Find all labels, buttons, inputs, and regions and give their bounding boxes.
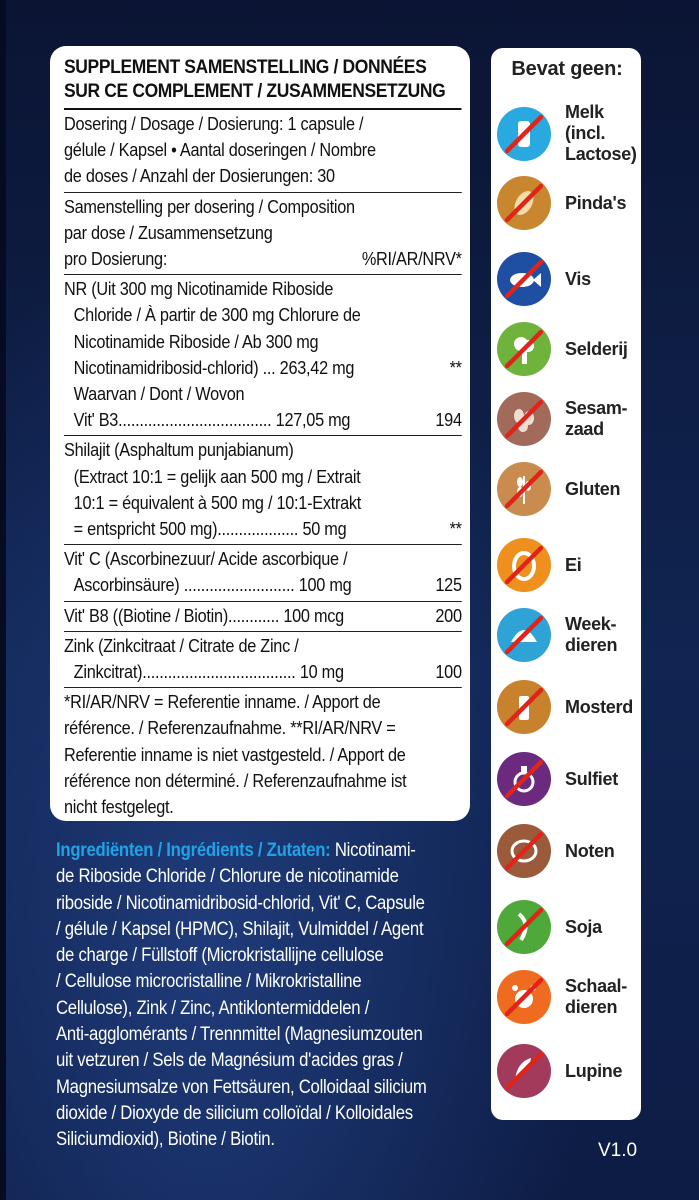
crustacean-icon [497, 970, 551, 1024]
allergen-item [497, 680, 639, 734]
allergen-item [497, 752, 639, 806]
nuts-icon [497, 824, 551, 878]
mustard-icon [497, 680, 551, 734]
ingredients-line: Magnesiumsalze von Fettsäuren, Colloidaal silicium [56, 1076, 427, 1098]
vitc-section [64, 545, 462, 601]
dosage-line: de doses / Anzahl der Dosierungen: 30 [64, 165, 335, 187]
nutrient-ri: ** [449, 518, 462, 540]
nutrient-line: Chloride / À partir de 300 mg Chlorure de [73, 304, 361, 326]
title-line: SUPPLEMENT SAMENSTELLING / DONNÉES [64, 57, 427, 78]
nutrient-row [64, 603, 462, 629]
celery-icon [497, 322, 551, 376]
nutrient-line: (Extract 10:1 = gelijk aan 500 mg / Extrait [73, 465, 361, 487]
nutrient-line: Shilajit (Asphaltum punjabianum) [64, 439, 294, 461]
allergen-label: Noten [565, 840, 615, 861]
allergen-label: Soja [565, 916, 602, 937]
dosage-line: Dosering / Dosage / Dosierung: 1 capsule / [64, 113, 364, 134]
footnote-section [64, 688, 462, 822]
ingredients-block [56, 838, 463, 1154]
footnote-line: Referentie inname is niet vastgesteld. / Apport de [64, 743, 406, 765]
nutrient-ri: ** [449, 356, 462, 378]
allergen-label: Lupine [565, 1060, 623, 1081]
soy-icon [497, 900, 551, 954]
nutrient-amount: Nicotinamidribosid-chlorid) ... 263,42 mg [73, 356, 355, 378]
ingredients-line: riboside / Nicotinamidribosid-chlorid, Vit' C, Capsule [56, 892, 425, 914]
allergen-label: Gluten [565, 478, 621, 499]
allergen-label: Schaal- dieren [565, 976, 627, 1017]
wheat-icon [497, 462, 551, 516]
version-label: V1.0 [598, 1140, 638, 1161]
ingredients-line: uit vetzuren / Sels de Magnésium d'acides gras / [56, 1050, 403, 1072]
allergen-item [497, 322, 639, 376]
nutrient-ri: 194 [435, 409, 462, 431]
zinc-section [64, 632, 462, 688]
pro-dosierung-label: pro Dosierung: [64, 248, 168, 270]
allergen-label: Sesam- zaad [565, 398, 628, 439]
allergen-panel [491, 48, 641, 1120]
allergen-item [497, 462, 639, 516]
allergen-item [497, 176, 639, 230]
allergen-label: Vis [565, 268, 591, 289]
ingredients-line: de charge / Füllstoff (Microkristallijne cellulose [56, 945, 384, 967]
allergen-item [497, 392, 639, 446]
lupin-icon [497, 1044, 551, 1098]
b8-section [64, 602, 462, 632]
nutrient-ri: 125 [435, 574, 462, 596]
allergen-label: Week- dieren [565, 614, 618, 655]
nutrient-row [64, 659, 462, 685]
footnote-line: référence non déterminé. / Referenzaufnahme ist [64, 769, 407, 791]
allergen-label: Pinda's [565, 192, 627, 213]
allergen-item [497, 1044, 639, 1098]
footnote-line: *RI/AR/NRV = Referentie inname. / Apport de [64, 691, 381, 713]
fish-icon [497, 252, 551, 306]
allergen-title: Bevat geen: [511, 58, 623, 80]
nutrient-amount: Vit' B8 ((Biotine / Biotin)............ 100 mcg [64, 604, 344, 626]
allergen-item [497, 900, 639, 954]
allergen-label: Melk (incl. Lactose) [565, 102, 637, 164]
ingredients-line: dioxide / Dioxyde de silicium colloïdal / Kolloidales [56, 1102, 413, 1124]
nutrient-line: Nicotinamide Riboside / Ab 300 mg [73, 330, 319, 352]
ingredients-line: / gélule / Kapsel (HPMC), Shilajit, Vulmiddel / Agent [56, 918, 424, 940]
nutrient-ri: 100 [435, 661, 462, 683]
ingredients-line: / Cellulose microcristalline / Mikrokristalline [56, 971, 362, 993]
allergen-label: Selderij [565, 338, 628, 359]
allergen-item [497, 824, 639, 878]
ingredients-line: Cellulose), Zink / Zinc, Antiklontermiddelen / [56, 997, 370, 1019]
allergen-item [497, 538, 639, 592]
composition-line: par dose / Zusammensetzung [64, 221, 273, 243]
composition-line: Samenstelling per dosering / Composition [64, 195, 355, 217]
footnote-line: nicht festgelegt. [64, 796, 174, 818]
title-line: SUR CE COMPLEMENT / ZUSAMMENSETZUNG [64, 81, 446, 102]
nutrient-line: Waarvan / Dont / Wovon [73, 383, 245, 405]
allergen-label: Ei [565, 554, 582, 575]
ingredients-line: Siliciumdioxid), Biotine / Biotin. [56, 1129, 275, 1151]
supplement-title [64, 56, 461, 110]
mollusc-icon [497, 608, 551, 662]
ingredients-first-line [56, 838, 463, 864]
nutrient-line: Vit' C (Ascorbinezuur/ Acide ascorbique / [64, 548, 348, 570]
nutrient-row [64, 355, 462, 381]
dosage-line: gélule / Kapsel • Aantal doseringen / Nombre [64, 139, 376, 161]
nutrient-row [64, 407, 462, 433]
composition-section [64, 193, 462, 275]
milk-icon [497, 107, 551, 161]
nutrient-amount: Zinkcitrat).................................... 10 mg [73, 661, 344, 683]
allergen-label: Mosterd [565, 696, 633, 717]
sulphite-icon [497, 752, 551, 806]
shilajit-section [64, 436, 462, 545]
allergen-label: Sulfiet [565, 768, 618, 789]
nutrient-amount: Ascorbinsäure) .......................... 100 mg [73, 574, 352, 596]
ingredients-line: de Riboside Chloride / Chlorure de nicotinamide [56, 866, 399, 888]
egg-icon [497, 538, 551, 592]
nutrient-line: 10:1 = équivalent à 500 mg / 10:1-Extrakt [73, 491, 362, 513]
pro-dosierung-row [64, 246, 462, 272]
allergen-item [497, 102, 639, 165]
nutrient-amount: Vit' B3.................................... 127,05 mg [73, 409, 351, 431]
ingredients-line: Anti-agglomérants / Trennmittel (Magnesiumzouten [56, 1024, 423, 1046]
nutrient-ri: 200 [435, 604, 462, 626]
allergen-item [497, 970, 639, 1024]
ri-header: %RI/AR/NRV* [361, 248, 462, 270]
nutrient-row [64, 572, 462, 598]
supplement-facts-panel [50, 46, 470, 821]
supplement-body [64, 110, 462, 822]
nr-section [64, 274, 462, 436]
ingredients-text: Nicotinami- [330, 840, 416, 861]
peanut-icon [497, 176, 551, 230]
ingredients-heading: Ingrediënten / Ingrédients / Zutaten: [56, 840, 331, 861]
allergen-item [497, 252, 639, 306]
allergen-item [497, 608, 639, 662]
footnote-line: référence. / Referenzaufnahme. **RI/AR/NRV = [64, 717, 396, 739]
dosage-section [64, 110, 462, 193]
nutrient-amount: = entspricht 500 mg)................... 50 mg [73, 518, 347, 540]
nutrient-row [64, 516, 462, 542]
nutrient-line: NR (Uit 300 mg Nicotinamide Riboside [64, 278, 334, 300]
nutrient-line: Zink (Zinkcitraat / Citrate de Zinc / [64, 634, 299, 656]
sesame-icon [497, 392, 551, 446]
